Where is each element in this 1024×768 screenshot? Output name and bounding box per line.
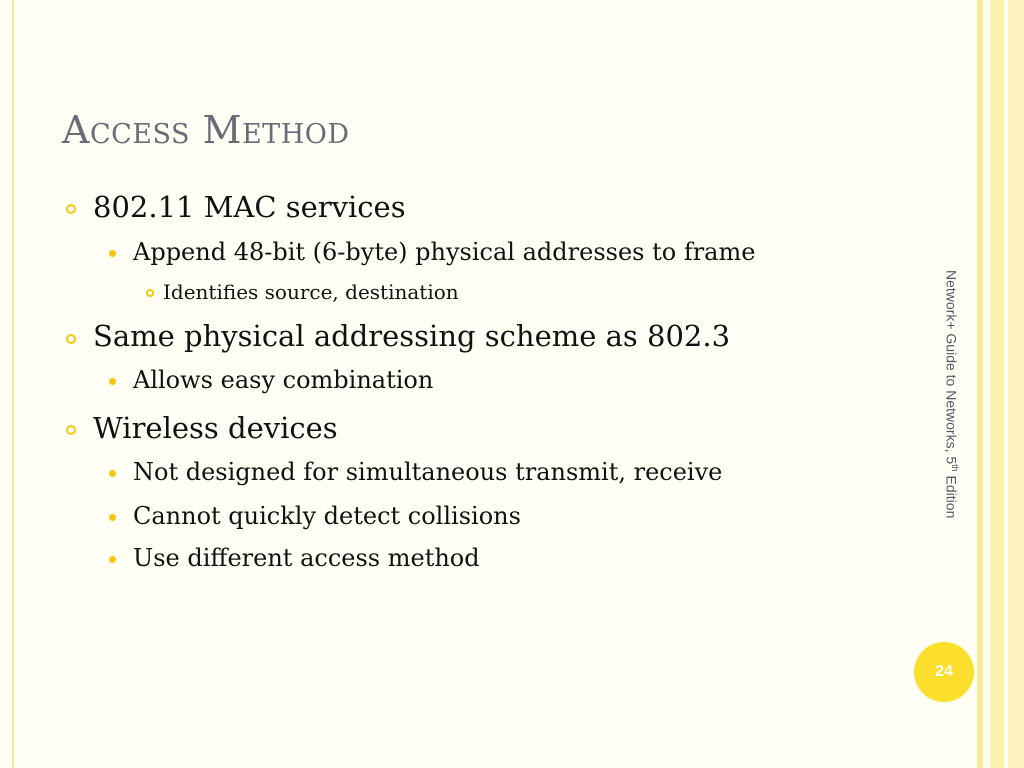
ring-bullet-icon (146, 289, 154, 297)
dot-bullet-icon (109, 556, 116, 563)
dot-bullet-icon (109, 250, 116, 257)
bullet-level-1: Same physical addressing scheme as 802.3 (93, 319, 731, 353)
slide-title: Access Method (62, 108, 350, 152)
bullet-level-2: Append 48-bit (6-byte) physical addresses to frame (133, 238, 756, 266)
bullet-level-1: Wireless devices (93, 411, 338, 445)
right-stripe (1008, 0, 1024, 768)
book-title-sup: th (950, 464, 960, 472)
right-stripe (990, 0, 1004, 768)
ring-bullet-icon (66, 425, 76, 435)
book-title-prefix: Network+ Guide to Networks, 5 (943, 270, 960, 465)
bullet-level-3: Identifies source, destination (163, 280, 459, 304)
page-number: 24 (935, 663, 953, 680)
footer-book-title (943, 270, 960, 518)
page-number-badge (914, 642, 974, 702)
dot-bullet-icon (109, 514, 116, 521)
bullet-level-2: Allows easy combination (133, 366, 434, 394)
ring-bullet-icon (66, 334, 76, 344)
dot-bullet-icon (109, 470, 116, 477)
bullet-level-2: Not designed for simultaneous transmit, receive (133, 458, 723, 486)
bullet-level-2: Cannot quickly detect collisions (133, 502, 521, 530)
dot-bullet-icon (109, 378, 116, 385)
ring-bullet-icon (66, 204, 76, 214)
bullet-level-1: 802.11 MAC services (93, 190, 406, 224)
book-title-suffix: Edition (943, 471, 960, 519)
bullet-level-2: Use different access method (133, 544, 480, 572)
left-border (12, 0, 14, 768)
right-stripe (983, 0, 990, 768)
